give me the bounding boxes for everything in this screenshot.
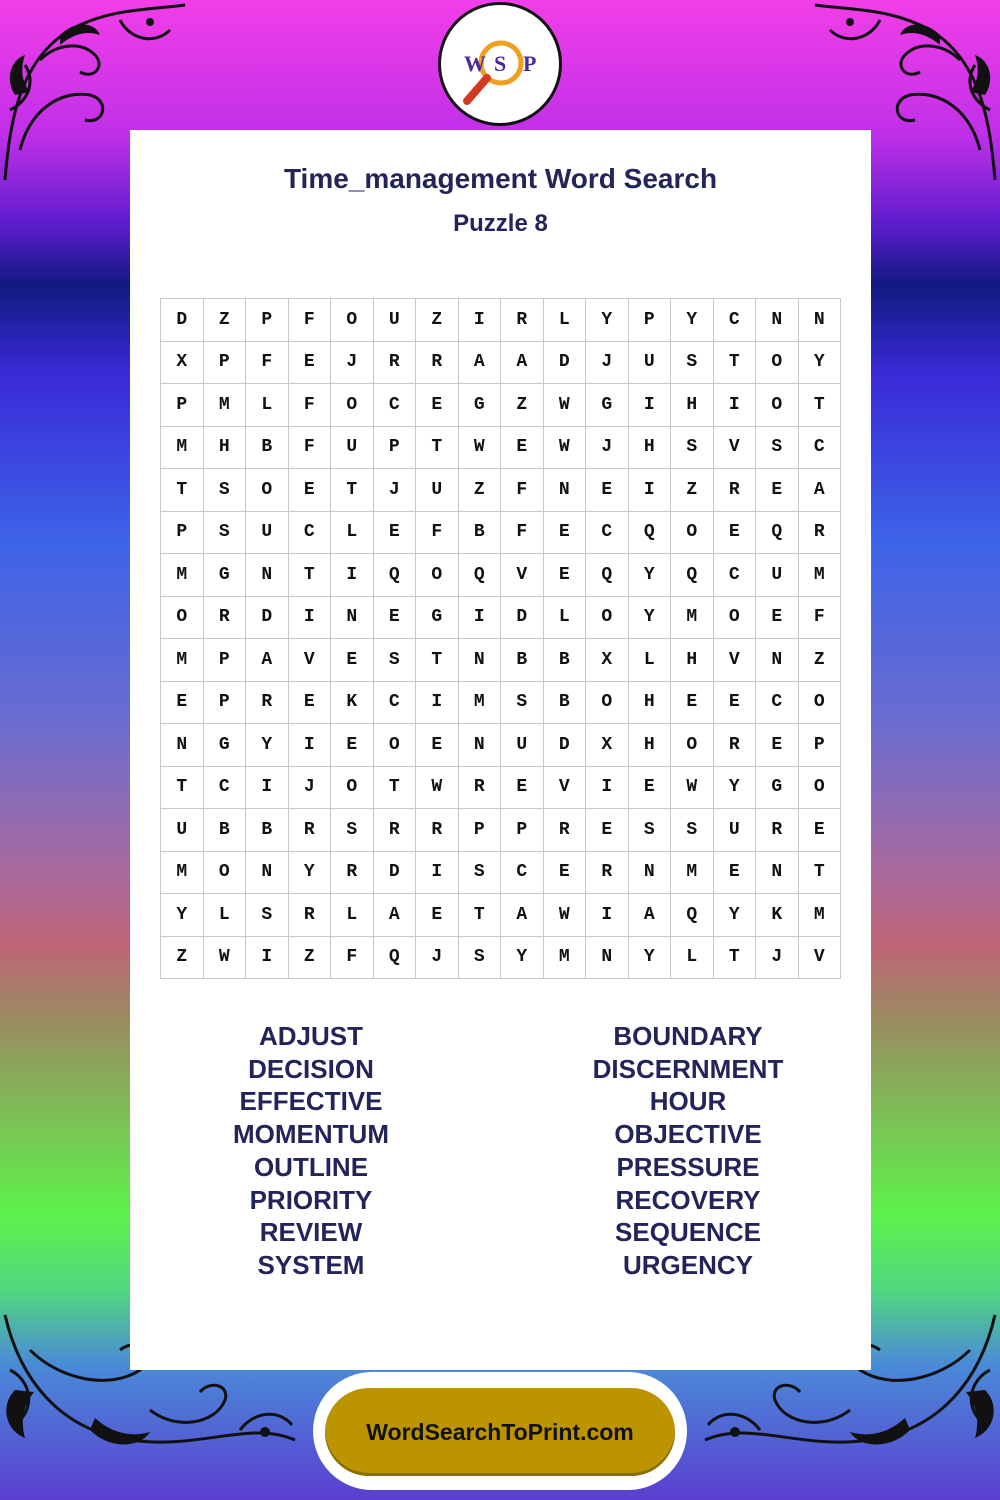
grid-cell[interactable]: O (799, 682, 842, 725)
grid-cell[interactable]: Q (756, 512, 799, 555)
logo-letters (441, 5, 559, 123)
grid-cell[interactable]: B (204, 809, 247, 852)
grid-cell[interactable]: U (714, 809, 757, 852)
grid-cell[interactable]: R (756, 809, 799, 852)
puzzle-number: Puzzle 8 (453, 210, 548, 237)
grid-cell[interactable]: P (161, 384, 204, 427)
grid-cell[interactable]: P (204, 639, 247, 682)
grid-cell[interactable]: R (289, 894, 332, 937)
grid-cell[interactable]: B (544, 639, 587, 682)
grid-cell[interactable]: W (671, 767, 714, 810)
grid-cell[interactable]: M (204, 384, 247, 427)
grid-cell[interactable]: T (374, 767, 417, 810)
grid-cell[interactable]: E (756, 469, 799, 512)
grid-cell[interactable]: U (161, 809, 204, 852)
grid-cell[interactable]: E (544, 512, 587, 555)
grid-cell[interactable]: N (756, 852, 799, 895)
grid-cell[interactable]: E (289, 469, 332, 512)
grid-cell[interactable]: Y (671, 299, 714, 342)
grid-cell[interactable]: I (416, 682, 459, 725)
grid-cell[interactable]: G (204, 554, 247, 597)
grid-cell[interactable]: H (629, 724, 672, 767)
grid-cell[interactable]: E (586, 809, 629, 852)
grid-cell[interactable]: N (246, 852, 289, 895)
grid-cell[interactable]: C (586, 512, 629, 555)
grid-cell[interactable]: T (799, 384, 842, 427)
grid-cell[interactable]: M (161, 427, 204, 470)
grid-cell[interactable]: G (756, 767, 799, 810)
grid-cell[interactable]: Y (161, 894, 204, 937)
grid-cell[interactable]: U (246, 512, 289, 555)
grid-cell[interactable]: I (289, 597, 332, 640)
grid-cell[interactable]: Y (799, 342, 842, 385)
grid-cell[interactable]: M (161, 554, 204, 597)
grid-cell[interactable]: O (586, 682, 629, 725)
grid-cell[interactable]: Y (586, 299, 629, 342)
grid-cell[interactable]: S (671, 342, 714, 385)
grid-cell[interactable]: S (204, 469, 247, 512)
grid-cell[interactable]: Z (416, 299, 459, 342)
grid-cell[interactable]: E (161, 682, 204, 725)
grid-cell[interactable]: V (289, 639, 332, 682)
grid-cell[interactable]: H (204, 427, 247, 470)
grid-cell[interactable]: E (714, 682, 757, 725)
grid-cell[interactable]: J (374, 469, 417, 512)
grid-cell[interactable]: O (756, 342, 799, 385)
grid-cell[interactable]: O (204, 852, 247, 895)
grid-cell[interactable]: Q (459, 554, 502, 597)
grid-cell[interactable]: Q (374, 937, 417, 980)
grid-cell[interactable]: E (714, 512, 757, 555)
word-list-item: ADJUST (258, 1021, 363, 1051)
grid-cell[interactable]: R (714, 724, 757, 767)
grid-cell[interactable]: W (544, 894, 587, 937)
grid-cell[interactable]: L (671, 937, 714, 980)
grid-cell[interactable]: C (204, 767, 247, 810)
grid-cell[interactable]: K (331, 682, 374, 725)
grid-cell[interactable]: E (501, 427, 544, 470)
grid-cell[interactable]: I (714, 384, 757, 427)
grid-cell[interactable]: E (501, 767, 544, 810)
grid-cell[interactable]: N (586, 937, 629, 980)
grid-cell[interactable]: N (544, 469, 587, 512)
grid-cell[interactable]: I (289, 724, 332, 767)
logo-letter-p: P (523, 51, 537, 76)
footer-badge (313, 1372, 687, 1490)
grid-cell[interactable]: A (501, 894, 544, 937)
grid-cell[interactable]: V (714, 427, 757, 470)
grid-cell[interactable]: Z (204, 299, 247, 342)
grid-cell[interactable]: H (671, 639, 714, 682)
grid-cell[interactable]: F (289, 299, 332, 342)
grid-cell[interactable]: O (331, 384, 374, 427)
word-list-item: EFFECTIVE (239, 1086, 383, 1117)
grid-cell[interactable]: E (331, 724, 374, 767)
grid-cell[interactable]: E (544, 554, 587, 597)
grid-cell[interactable]: X (586, 639, 629, 682)
logo-letter-s: S (494, 51, 507, 76)
grid-cell[interactable]: U (756, 554, 799, 597)
grid-cell[interactable]: R (246, 682, 289, 725)
word-list-item: OUTLINE (253, 1151, 369, 1182)
grid-cell[interactable]: T (416, 427, 459, 470)
grid-cell[interactable]: G (586, 384, 629, 427)
grid-cell[interactable]: C (799, 427, 842, 470)
grid-cell[interactable]: Z (289, 937, 332, 980)
grid-cell[interactable]: A (246, 639, 289, 682)
grid-cell[interactable]: Z (501, 384, 544, 427)
grid-cell[interactable]: B (544, 682, 587, 725)
grid-cell[interactable]: T (289, 554, 332, 597)
word-list-right (523, 1020, 853, 1282)
grid-cell[interactable]: R (374, 342, 417, 385)
grid-cell[interactable]: P (374, 427, 417, 470)
grid-cell[interactable]: S (459, 852, 502, 895)
grid-cell[interactable]: O (331, 299, 374, 342)
word-list-item: MOMENTUM (233, 1119, 389, 1150)
grid-cell[interactable]: C (714, 554, 757, 597)
grid-cell[interactable]: P (629, 299, 672, 342)
grid-cell[interactable]: X (161, 342, 204, 385)
grid-cell[interactable]: J (416, 937, 459, 980)
grid-cell[interactable]: S (331, 809, 374, 852)
grid-cell[interactable]: G (416, 597, 459, 640)
grid-cell[interactable]: U (374, 299, 417, 342)
grid-cell[interactable]: R (586, 852, 629, 895)
grid-cell[interactable]: B (246, 809, 289, 852)
website-link[interactable]: WordSearchToPrint.com (366, 1418, 634, 1445)
grid-cell[interactable]: I (586, 894, 629, 937)
grid-cell[interactable]: C (289, 512, 332, 555)
grid-cell[interactable]: Q (671, 554, 714, 597)
grid-cell[interactable]: I (331, 554, 374, 597)
grid-cell[interactable]: H (629, 427, 672, 470)
grid-cell[interactable]: M (799, 894, 842, 937)
grid-cell[interactable]: I (416, 852, 459, 895)
grid-cell[interactable]: I (246, 767, 289, 810)
grid-cell[interactable]: R (714, 469, 757, 512)
grid-cell[interactable]: S (629, 809, 672, 852)
logo-letter-w: W (464, 51, 486, 76)
grid-cell[interactable]: S (374, 639, 417, 682)
grid-cell[interactable]: E (416, 894, 459, 937)
word-list-item: DECISION (248, 1053, 374, 1084)
grid-cell[interactable]: H (629, 682, 672, 725)
grid-cell[interactable]: O (586, 597, 629, 640)
grid-cell[interactable]: D (374, 852, 417, 895)
grid-cell[interactable]: P (799, 724, 842, 767)
grid-cell[interactable]: L (246, 384, 289, 427)
grid-cell[interactable]: A (459, 342, 502, 385)
grid-cell[interactable]: I (246, 937, 289, 980)
grid-cell[interactable]: E (544, 852, 587, 895)
grid-cell[interactable]: P (246, 299, 289, 342)
grid-cell[interactable]: C (714, 299, 757, 342)
word-list-left (146, 1020, 476, 1282)
grid-cell[interactable]: W (459, 427, 502, 470)
grid-cell[interactable]: L (544, 299, 587, 342)
grid-cell[interactable]: O (331, 767, 374, 810)
grid-cell[interactable]: Z (459, 469, 502, 512)
grid-cell[interactable]: Q (629, 512, 672, 555)
grid-cell[interactable]: M (671, 852, 714, 895)
grid-cell[interactable]: Y (501, 937, 544, 980)
grid-cell[interactable]: N (246, 554, 289, 597)
grid-cell[interactable]: V (501, 554, 544, 597)
grid-cell[interactable]: T (799, 852, 842, 895)
grid-cell[interactable]: G (204, 724, 247, 767)
puzzle-panel (130, 130, 871, 1370)
word-list-item: PRIORITY (249, 1184, 373, 1215)
grid-cell[interactable]: E (629, 767, 672, 810)
grid-cell[interactable]: F (416, 512, 459, 555)
grid-cell[interactable]: R (289, 809, 332, 852)
grid-cell[interactable]: V (544, 767, 587, 810)
grid-cell[interactable]: J (586, 427, 629, 470)
grid-cell[interactable]: I (459, 597, 502, 640)
grid-cell[interactable]: M (799, 554, 842, 597)
grid-cell[interactable]: B (246, 427, 289, 470)
grid-cell[interactable]: C (374, 682, 417, 725)
grid-cell[interactable]: D (161, 299, 204, 342)
grid-cell[interactable]: F (501, 512, 544, 555)
grid-cell[interactable]: E (671, 682, 714, 725)
grid-cell[interactable]: J (756, 937, 799, 980)
grid-cell[interactable]: C (756, 682, 799, 725)
grid-cell[interactable]: V (799, 937, 842, 980)
grid-cell[interactable]: Y (629, 597, 672, 640)
grid-cell[interactable]: I (629, 469, 672, 512)
grid-cell[interactable]: F (289, 427, 332, 470)
grid-cell[interactable]: N (161, 724, 204, 767)
grid-cell[interactable]: F (331, 937, 374, 980)
grid-cell[interactable]: Y (629, 554, 672, 597)
grid-cell[interactable]: T (331, 469, 374, 512)
grid-cell[interactable]: R (374, 809, 417, 852)
grid-cell[interactable]: C (374, 384, 417, 427)
grid-cell[interactable]: P (204, 342, 247, 385)
grid-cell[interactable]: S (501, 682, 544, 725)
grid-cell[interactable]: R (416, 809, 459, 852)
grid-cell[interactable]: E (416, 724, 459, 767)
grid-cell[interactable]: U (331, 427, 374, 470)
grid-cell[interactable]: A (799, 469, 842, 512)
grid-cell[interactable]: E (586, 469, 629, 512)
grid-cell[interactable]: J (289, 767, 332, 810)
grid-cell[interactable]: E (416, 384, 459, 427)
grid-cell[interactable]: M (161, 639, 204, 682)
grid-cell[interactable]: R (204, 597, 247, 640)
grid-cell[interactable]: K (756, 894, 799, 937)
grid-cell[interactable]: O (671, 512, 714, 555)
grid-cell[interactable]: R (459, 767, 502, 810)
grid-cell[interactable]: Y (246, 724, 289, 767)
grid-cell[interactable]: N (459, 639, 502, 682)
grid-cell[interactable]: U (416, 469, 459, 512)
grid-cell[interactable]: E (756, 724, 799, 767)
grid-cell[interactable]: A (374, 894, 417, 937)
grid-cell[interactable]: S (756, 427, 799, 470)
grid-cell[interactable]: Y (629, 937, 672, 980)
grid-cell[interactable]: L (544, 597, 587, 640)
grid-cell[interactable]: O (756, 384, 799, 427)
grid-cell[interactable]: U (629, 342, 672, 385)
grid-cell[interactable]: E (289, 682, 332, 725)
grid-cell[interactable]: M (544, 937, 587, 980)
grid-cell[interactable]: O (671, 724, 714, 767)
word-list-item: PRESSURE (616, 1151, 760, 1182)
grid-cell[interactable]: T (161, 469, 204, 512)
grid-cell[interactable]: O (246, 469, 289, 512)
grid-cell[interactable]: R (544, 809, 587, 852)
grid-cell[interactable]: M (671, 597, 714, 640)
word-list-item: URGENCY (622, 1249, 753, 1280)
grid-cell[interactable]: W (544, 427, 587, 470)
grid-cell[interactable]: D (501, 597, 544, 640)
grid-cell[interactable]: N (459, 724, 502, 767)
grid-cell[interactable]: Y (714, 894, 757, 937)
grid-cell[interactable]: Y (289, 852, 332, 895)
grid-cell[interactable]: D (544, 342, 587, 385)
grid-cell[interactable]: R (799, 512, 842, 555)
grid-cell[interactable]: O (161, 597, 204, 640)
grid-cell[interactable]: W (416, 767, 459, 810)
grid-cell[interactable]: W (204, 937, 247, 980)
grid-cell[interactable]: L (331, 512, 374, 555)
grid-cell[interactable]: F (246, 342, 289, 385)
grid-cell[interactable]: W (544, 384, 587, 427)
grid-cell[interactable]: T (714, 937, 757, 980)
grid-cell[interactable]: S (671, 809, 714, 852)
grid-cell[interactable]: G (459, 384, 502, 427)
grid-cell[interactable]: S (246, 894, 289, 937)
grid-cell[interactable]: D (544, 724, 587, 767)
grid-cell[interactable]: P (204, 682, 247, 725)
grid-cell[interactable]: L (629, 639, 672, 682)
grid-cell[interactable]: T (416, 639, 459, 682)
grid-cell[interactable]: E (374, 597, 417, 640)
grid-cell[interactable]: Z (671, 469, 714, 512)
grid-cell[interactable]: U (501, 724, 544, 767)
grid-cell[interactable]: I (459, 299, 502, 342)
grid-cell[interactable]: A (501, 342, 544, 385)
grid-cell[interactable]: N (799, 299, 842, 342)
grid-cell[interactable]: I (586, 767, 629, 810)
grid-cell[interactable]: V (714, 639, 757, 682)
grid-cell[interactable]: N (756, 639, 799, 682)
website-button[interactable] (325, 1388, 675, 1476)
word-list-item: BOUNDARY (613, 1021, 763, 1051)
grid-cell[interactable]: Q (586, 554, 629, 597)
grid-cell[interactable]: E (714, 852, 757, 895)
grid-cell[interactable]: B (459, 512, 502, 555)
word-list-item: DISCERNMENT (592, 1053, 784, 1084)
grid-cell[interactable]: X (586, 724, 629, 767)
grid-cell[interactable]: M (459, 682, 502, 725)
grid-cell[interactable]: O (714, 597, 757, 640)
grid-cell[interactable]: F (799, 597, 842, 640)
grid-cell[interactable]: J (331, 342, 374, 385)
grid-cell[interactable]: R (501, 299, 544, 342)
grid-cell[interactable]: E (756, 597, 799, 640)
grid-cell[interactable]: Y (714, 767, 757, 810)
grid-cell[interactable]: O (799, 767, 842, 810)
grid-cell[interactable]: F (289, 384, 332, 427)
grid-cell[interactable]: S (671, 427, 714, 470)
grid-cell[interactable]: P (459, 809, 502, 852)
grid-cell[interactable]: L (331, 894, 374, 937)
letter-grid (160, 298, 841, 979)
grid-cell[interactable]: A (629, 894, 672, 937)
grid-cell[interactable]: Z (799, 639, 842, 682)
word-list-item: RECOVERY (615, 1184, 761, 1215)
word-list-item: REVIEW (259, 1217, 363, 1248)
grid-cell[interactable]: T (161, 767, 204, 810)
grid-cell[interactable]: Q (374, 554, 417, 597)
grid-cell[interactable]: D (246, 597, 289, 640)
wsp-logo (438, 2, 562, 126)
grid-cell[interactable]: O (374, 724, 417, 767)
grid-cell[interactable]: N (331, 597, 374, 640)
grid-cell[interactable]: T (714, 342, 757, 385)
grid-cell[interactable]: B (501, 639, 544, 682)
grid-cell[interactable]: R (331, 852, 374, 895)
grid-cell[interactable]: R (416, 342, 459, 385)
grid-cell[interactable]: N (756, 299, 799, 342)
grid-cell[interactable]: N (629, 852, 672, 895)
grid-cell[interactable]: Z (161, 937, 204, 980)
grid-cell[interactable]: E (799, 809, 842, 852)
grid-cell[interactable]: I (629, 384, 672, 427)
grid-cell[interactable]: F (501, 469, 544, 512)
grid-cell[interactable]: T (459, 894, 502, 937)
grid-cell[interactable]: O (416, 554, 459, 597)
grid-cell[interactable]: E (331, 639, 374, 682)
grid-cell[interactable]: P (161, 512, 204, 555)
grid-cell[interactable]: M (161, 852, 204, 895)
word-list-item: HOUR (649, 1086, 727, 1117)
grid-cell[interactable]: P (501, 809, 544, 852)
word-list-item: OBJECTIVE (614, 1119, 762, 1150)
grid-cell[interactable]: H (671, 384, 714, 427)
grid-cell[interactable]: E (374, 512, 417, 555)
grid-cell[interactable]: S (459, 937, 502, 980)
word-list-item: SEQUENCE (615, 1217, 761, 1248)
word-list-item: SYSTEM (257, 1249, 365, 1280)
grid-cell[interactable]: J (586, 342, 629, 385)
grid-cell[interactable]: Q (671, 894, 714, 937)
grid-cell[interactable]: S (204, 512, 247, 555)
grid-cell[interactable]: L (204, 894, 247, 937)
page-title: Time_management Word Search (283, 163, 718, 194)
grid-cell[interactable]: E (289, 342, 332, 385)
grid-cell[interactable]: C (501, 852, 544, 895)
